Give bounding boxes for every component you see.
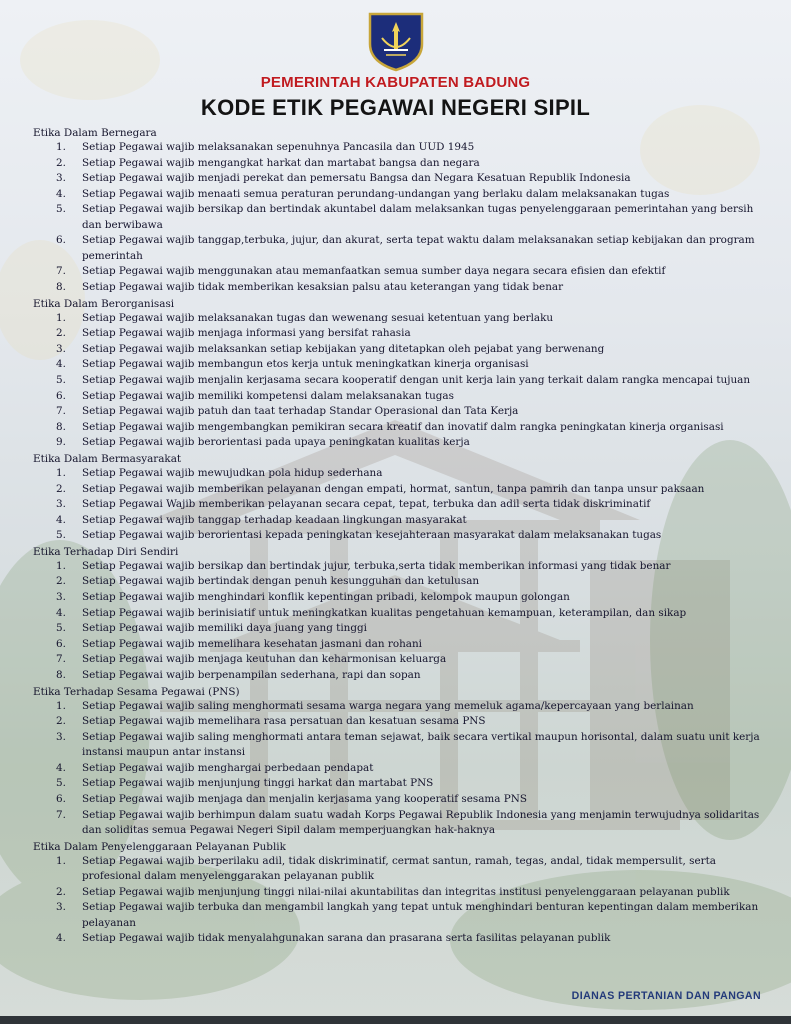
section-title: Etika Dalam Bermasyarakat	[33, 452, 182, 465]
list-item: 8. Setiap Pegawai wajib tidak memberikan kesaksian palsu atau keterangan yang tidak benar	[56, 280, 564, 293]
section-title: Etika Dalam Penyelenggaraan Pelayanan Publik	[33, 840, 286, 853]
list-item: 8. Setiap Pegawai wajib mengembangkan pemikiran secara kreatif dan inovatif dalm rangka peningkatan kinerja organisasi	[56, 420, 724, 433]
list-item: 4. Setiap Pegawai wajib tidak menyalahgunakan sarana dan prasarana serta fasilitas pelayanan publik	[56, 932, 611, 945]
section-title: Etika Dalam Bernegara	[33, 127, 157, 139]
ethics-content	[33, 125, 773, 947]
list-item: 5. Setiap Pegawai wajib menjalin kerjasama secara kooperatif dengan unit kerja lain yang terkait dalam rangka mencapai tujuan	[56, 373, 751, 386]
list-item: 5. Setiap Pegawai wajib berorientasi kepada peningkatan kesejahteraan masyarakat dalam melaksanakan tugas	[56, 529, 662, 542]
section-berorganisasi	[33, 297, 773, 451]
list-item: 2. Setiap Pegawai wajib bertindak dengan penuh kesungguhan dan ketulusan	[56, 575, 480, 588]
section-title: Etika Terhadap Diri Sendiri	[33, 545, 179, 558]
list-item: 1. Setiap Pegawai wajib mewujudkan pola hidup sederhana	[56, 466, 383, 479]
list-item: 1. Setiap Pegawai wajib melaksanakan sepenuhnya Pancasila dan UUD 1945	[56, 141, 475, 153]
poster-header	[0, 10, 791, 121]
department-footer: DIANAS PERTANIAN DAN PANGAN	[571, 990, 761, 1002]
list-item: 4. Setiap Pegawai wajib menghargai perbedaan pendapat	[56, 761, 374, 774]
list-item: 6. Setiap Pegawai wajib memelihara kesehatan jasmani dan rohani	[56, 637, 422, 650]
list-item: 6. Setiap Pegawai wajib memiliki kompetensi dalam melaksanakan tugas	[56, 389, 454, 402]
list-item: 2. Setiap Pegawai wajib menjaga informasi yang bersifat rahasia	[56, 327, 411, 340]
list-item: 4. Setiap Pegawai wajib tanggap terhadap keadaan lingkungan masyarakat	[56, 513, 467, 526]
list-item: 6. Setiap Pegawai wajib menjaga dan menjalin kerjasama yang kooperatif sesama PNS	[56, 793, 527, 805]
poster-bottom-edge	[0, 1016, 791, 1024]
list-item: 3. Setiap Pegawai wajib saling menghormati antara teman sejawat, baik secara vertikal maupun horisontal, dalam suatu unit kerja instansi maupun antar instansi	[56, 730, 760, 759]
list-item: 2. Setiap Pegawai wajib menjunjung tinggi nilai-nilai akuntabilitas dan integritas institusi penyelenggaraan pelayanan publik	[56, 885, 730, 898]
section-title: Etika Dalam Berorganisasi	[33, 297, 175, 310]
list-item: 1. Setiap Pegawai wajib melaksanakan tugas dan wewenang sesuai ketentuan yang berlaku	[56, 311, 554, 324]
section-sesama-pegawai	[33, 685, 773, 839]
list-item: 1. Setiap Pegawai wajib saling menghormati sesama warga negara yang memeluk agama/kepercayaan yang berlainan	[56, 699, 694, 712]
badung-regency-emblem-icon	[364, 10, 428, 72]
list-item: 4. Setiap Pegawai wajib membangun etos kerja untuk meningkatkan kinerja organisasi	[56, 358, 529, 371]
list-item: 2. Setiap Pegawai wajib mengangkat harkat dan martabat bangsa dan negara	[56, 156, 480, 169]
list-item: 7. Setiap Pegawai wajib menjaga keutuhan dan keharmonisan keluarga	[56, 653, 447, 666]
list-item: 4. Setiap Pegawai wajib menaati semua peraturan perundang-undangan yang berlaku dalam melaksanakan tugas	[56, 187, 670, 200]
page-title: KODE ETIK PEGAWAI NEGERI SIPIL	[200, 95, 591, 120]
section-bernegara	[33, 126, 773, 296]
list-item: 2. Setiap Pegawai wajib memelihara rasa persatuan dan kesatuan sesama PNS	[56, 715, 486, 728]
government-name: PEMERINTAH KABUPATEN BADUNG	[260, 74, 531, 91]
list-item: 1. Setiap Pegawai wajib berperilaku adil, tidak diskriminatif, cermat santun, ramah, tegas, andal, tidak mempersulit, serta profesional dalam menyelenggarakan pelayanan publik	[56, 854, 716, 883]
list-item: 5. Setiap Pegawai wajib memiliki daya juang yang tinggi	[56, 622, 367, 635]
list-item: 4. Setiap Pegawai wajib berinisiatif untuk meningkatkan kualitas pengetahuan kemampuan, keterampilan, dan sikap	[56, 606, 687, 619]
list-item: 7. Setiap Pegawai wajib patuh dan taat terhadap Standar Operasional dan Tata Kerja	[56, 405, 519, 418]
list-item: 5. Setiap Pegawai wajib menjunjung tinggi harkat dan martabat PNS	[56, 777, 434, 790]
list-item: 1. Setiap Pegawai wajib bersikap dan bertindak jujur, terbuka,serta tidak memberikan informasi yang tidak benar	[56, 559, 671, 572]
list-item: 3. Setiap Pegawai wajib melaksankan setiap kebijakan yang ditetapkan oleh pejabat yang berwenang	[56, 342, 605, 355]
section-title: Etika Terhadap Sesama Pegawai (PNS)	[33, 685, 240, 698]
list-item: 6. Setiap Pegawai wajib tanggap,terbuka, jujur, dan akurat, serta tepat waktu dalam melaksanakan setiap kebijakan dan program pemerintah	[56, 234, 755, 262]
list-item: 3. Setiap Pegawai wajib menghindari konflik kepentingan pribadi, kelompok maupun golongan	[56, 591, 570, 604]
section-bermasyarakat	[33, 452, 773, 544]
list-item: 3. Setiap Pegawai Wajib memberikan pelayanan secara cepat, tepat, terbuka dan adil serta tidak diskriminatif	[56, 498, 651, 511]
list-item: 5. Setiap Pegawai wajib bersikap dan bertindak akuntabel dalam melaksankan tugas penyelenggaraan pemerintahan yang bersih dan berwibawa	[56, 203, 754, 231]
list-item: 8. Setiap Pegawai wajib berpenampilan sederhana, rapi dan sopan	[56, 669, 421, 682]
list-item: 3. Setiap Pegawai wajib menjadi perekat dan pemersatu Bangsa dan Negara Kesatuan Republik Indonesia	[56, 172, 631, 185]
list-item: 2. Setiap Pegawai wajib memberikan pelayanan dengan empati, hormat, santun, tanpa pamrih dan tanpa unsur paksaan	[56, 482, 705, 495]
list-item: 9. Setiap Pegawai wajib berorientasi pada upaya peningkatan kualitas kerja	[56, 436, 470, 449]
list-item: 3. Setiap Pegawai wajib terbuka dan mengambil langkah yang tepat untuk menghindari benturan kepentingan dalam memberikan pelayanan	[56, 901, 759, 929]
list-item: 7. Setiap Pegawai wajib berhimpun dalam suatu wadah Korps Pegawai Republik Indonesia yang menjamin terwujudnya solidaritas dan soliditas semua Pegawai Negeri Sipil dalam memperjuangkan hak-haknya	[56, 808, 760, 837]
section-pelayanan-publik	[33, 840, 773, 947]
section-diri-sendiri	[33, 545, 773, 684]
list-item: 7. Setiap Pegawai wajib menggunakan atau memanfaatkan semua sumber daya negara secara efisien dan efektif	[56, 265, 666, 278]
